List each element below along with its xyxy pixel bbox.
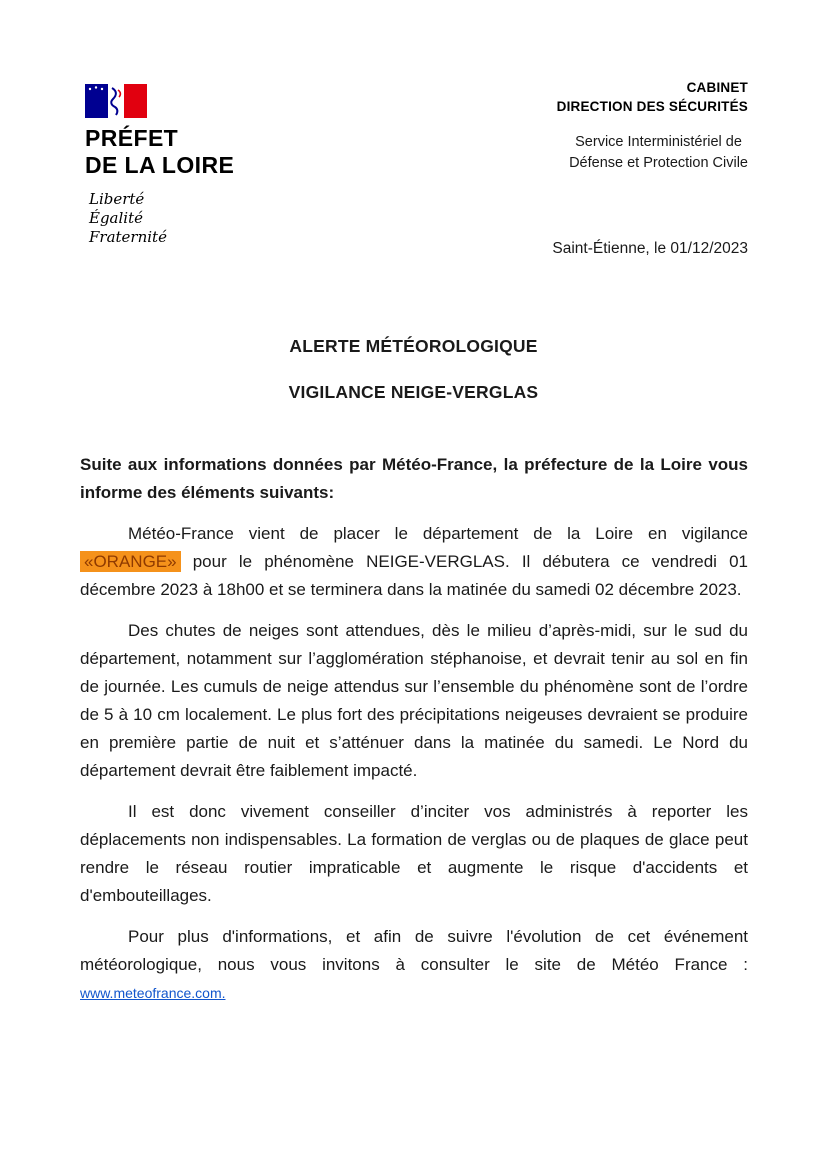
motto-egalite: Égalité <box>89 209 143 227</box>
orange-highlight: «ORANGE» <box>80 551 181 572</box>
service-line2: Défense et Protection Civile <box>569 155 748 171</box>
letterhead-right <box>557 78 748 174</box>
paragraph-chutes-neige: Des chutes de neiges sont attendues, dès le milieu d’après-midi, sur le sud du département, notamment sur l’agglomération stéphanoise, et devrait tenir au sol en fin de journée. Les cumuls de neige attendus sur l’ensemble du phénomène sont de l’ordre de 5 à 10 cm localement. Le plus fort des précipitations neigeuses devraient se produire en première partie de nuit et s’atténuer dans la matinée du samedi. Le Nord du département devrait être faiblement impacté. <box>80 621 748 780</box>
cabinet-label: CABINET <box>686 80 748 95</box>
service-block <box>569 132 748 174</box>
paragraph-recommandations: Il est donc vivement conseiller d’inciter vos administrés à reporter les déplacements non indispensables. La formation de verglas ou de plaques de glace peut rendre le réseau routier impraticable et augmente le risque d'accidents et d'embouteillages. <box>80 802 748 905</box>
paragraph-informations-text: Pour plus d'informations, et afin de suivre l'évolution de cet événement météorologique, nous vous invitons à consulter le site de Météo France : <box>80 927 748 974</box>
service-line1: Service Interministériel de <box>575 134 742 150</box>
direction-securites-label: DIRECTION DES SÉCURITÉS <box>556 99 748 114</box>
vigilance-subtitle: VIGILANCE NEIGE-VERGLAS <box>288 382 539 402</box>
paragraph-vigilance-text-after: pour le phénomène NEIGE-VERGLAS. Il débutera ce vendredi 01 décembre 2023 à 18h00 et se terminera dans la matinée du samedi 02 décembre 2023. <box>80 552 748 599</box>
letter-body <box>80 451 748 1007</box>
prefecture-logo <box>85 84 234 247</box>
meteofrance-link[interactable]: www.meteofrance.com. <box>80 985 226 1001</box>
prefet-title-line1: PRÉFET <box>85 125 179 151</box>
intro-paragraph: Suite aux informations données par Météo-France, la préfecture de la Loire vous informe des éléments suivants: <box>80 455 748 502</box>
french-flag-icon <box>85 84 147 118</box>
republic-motto <box>89 190 234 247</box>
alert-title: ALERTE MÉTÉOROLOGIQUE <box>289 336 538 356</box>
paragraph-informations <box>80 923 748 1007</box>
motto-liberte: Liberté <box>89 190 145 208</box>
paragraph-vigilance <box>80 520 748 604</box>
paragraph-vigilance-text-before: Météo-France vient de placer le département de la Loire en vigilance <box>128 524 748 543</box>
prefet-title-line2: DE LA LOIRE <box>85 152 235 178</box>
motto-fraternite: Fraternité <box>89 228 167 246</box>
dateline: Saint-Étienne, le 01/12/2023 <box>552 240 748 257</box>
